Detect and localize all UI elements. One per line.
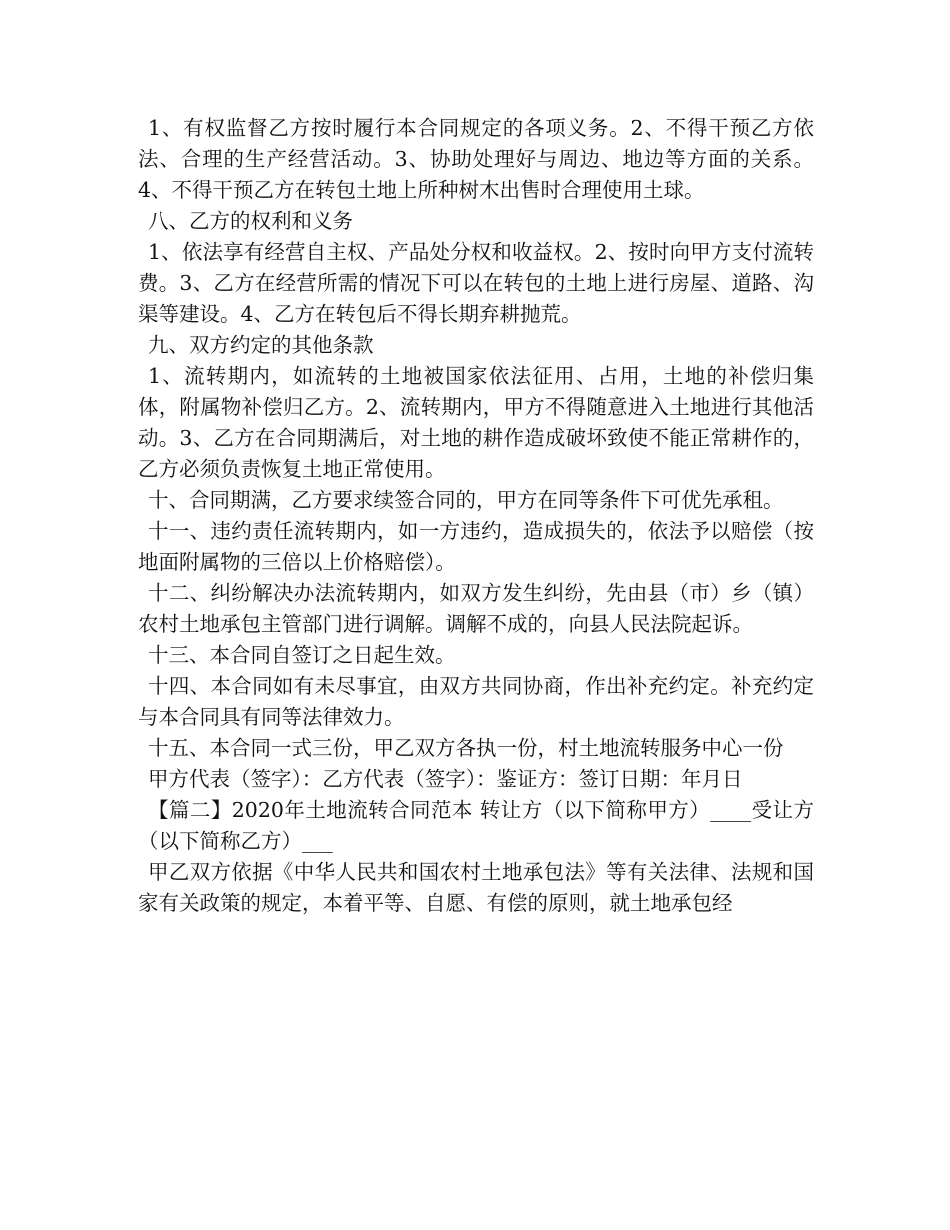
- document-page: [138, 113, 814, 919]
- section-heading-9: 九、双方约定的其他条款: [148, 333, 374, 357]
- part-two-preamble: 甲乙双方依据《中华人民共和国农村土地承包法》等有关法律、法规和国家有关政策的规定，本着平等、自愿、有偿的原则，就土地承包经: [138, 860, 814, 915]
- section-heading-8: 八、乙方的权利和义务: [148, 209, 353, 233]
- paragraph-obligations-party-a: 1、有权监督乙方按时履行本合同规定的各项义务。2、不得干预乙方依法、合理的生产经营活动。3、协助处理好与周边、地边等方面的关系。4、不得干预乙方在转包土地上所种树木出售时合理使用土球。: [138, 116, 814, 202]
- clause-15: 十五、本合同一式三份，甲乙双方各执一份，村土地流转服务中心一份: [148, 736, 784, 760]
- part-two-heading: 【篇二】2020年土地流转合同范本 转让方（以下简称甲方）____受让方（以下简称乙方）___: [138, 798, 814, 853]
- clause-13: 十三、本合同自签订之日起生效。: [148, 643, 456, 667]
- paragraph-other-terms: 1、流转期内，如流转的土地被国家依法征用、占用，土地的补偿归集体，附属物补偿归乙方。2、流转期内，甲方不得随意进入土地进行其他活动。3、乙方在合同期满后，对土地的耕作造成破坏致使不能正常耕作的，乙方必须负责恢复土地正常使用。: [138, 364, 814, 481]
- paragraph-rights-party-b: 1、依法享有经营自主权、产品处分权和收益权。2、按时向甲方支付流转费。3、乙方在经营所需的情况下可以在转包的土地上进行房屋、道路、沟渠等建设。4、乙方在转包后不得长期弃耕抛荒。: [138, 240, 814, 326]
- signature-line: 甲方代表（签字）：乙方代表（签字）：鉴证方：签订日期：年月日: [148, 767, 743, 791]
- clause-11: 十一、违约责任流转期内，如一方违约，造成损失的，依法予以赔偿（按地面附属物的三倍以上价格赔偿）。: [138, 519, 814, 574]
- clause-10: 十、合同期满，乙方要求续签合同的，甲方在同等条件下可优先承租。: [148, 488, 784, 512]
- clause-14: 十四、本合同如有未尽事宜，由双方共同协商，作出补充约定。补充约定与本合同具有同等法律效力。: [138, 674, 814, 729]
- clause-12: 十二、纠纷解决办法流转期内，如双方发生纠纷，先由县（市）乡（镇）农村土地承包主管部门进行调解。调解不成的，向县人民法院起诉。: [138, 581, 814, 636]
